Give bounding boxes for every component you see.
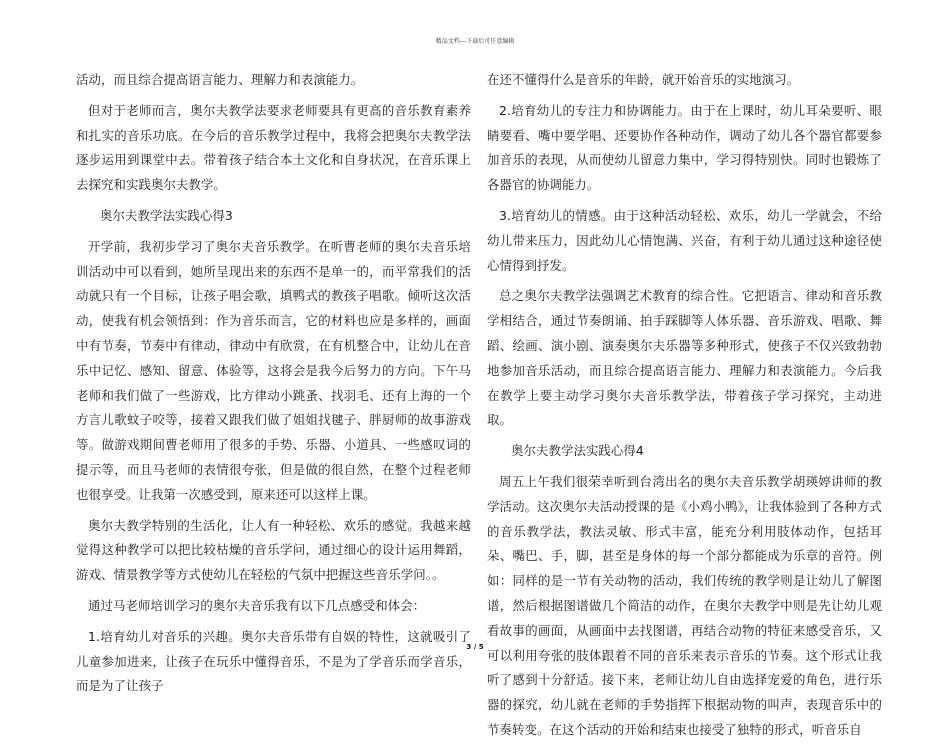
paragraph: 1.培育幼儿对音乐的兴趣。奥尔夫音乐带有自娱的特性，这就吸引了儿童参加进来，让孩子在玩乐中懂得音乐，不是为了学音乐而学音乐，而是为了让孩子 xyxy=(76,628,471,694)
paragraph: 开学前，我初步学习了奥尔夫音乐教学。在听曹老师的奥尔夫音乐培训活动中可以看到，她所呈现出来的东西不是单一的，而平常我们的活动就只有一个目标，让孩子唱会歌，填鸭式的教孩子唱歌。倾听这次活动，使我有机会领悟到：作为音乐而言，它的材料也应是多样的，画面中有节奏，节奏中有律动，律动中有欣赏，在有机整合中，让幼儿在音乐中记忆、感知、留意、体验等，这将会是我今后努力的方向。下午马老师和我们做了一些游戏，比方律动小跳蚤、找羽毛、还有上海的一个方言儿歌蚊子咬等，接着又跟我们做了姐姐找毽子、胖厨师的故事游戏等。做游戏期间曹老师用了很多的手势、乐器、小道具、一些感叹词的提示等，而且马老师的表情很夸张，但是做的很自然，在整个过程老师也很享受。让我第一次感受到，原来还可以这样上课。 xyxy=(76,238,471,502)
section-heading: 奥尔夫教学法实践心得3 xyxy=(100,207,233,223)
left-column xyxy=(76,68,471,705)
page-header: 精品文档---下载后可任意编辑 xyxy=(435,38,515,45)
paragraph: 在还不懂得什么是音乐的年龄，就开始音乐的实地演习。 xyxy=(487,72,800,87)
paragraph: 总之奥尔夫教学法强调艺术教育的综合性。它把语言、律动和音乐教学相结合，通过节奏朗诵、拍手踩脚等人体乐器、音乐游戏、唱歌、舞蹈、绘画、演小剧、演奏奥尔夫乐器等多种形式，使孩子不仅兴致勃勃地参加音乐活动，而且综合提高语言能力、理解力和表演能力。今后我在教学上要主动学习奥尔夫音乐教学法，带着孩子学习探究，主动进取。 xyxy=(487,288,882,428)
paragraph: 周五上午我们很荣幸听到台湾出名的奥尔夫音乐教学胡瑛婷讲师的教学活动。这次奥尔夫活动授课的是《小鸡小鸭》，让我体验到了各种方式的音乐教学法，教法灵敏、形式丰富，能充分利用肢体动作，包括耳朵、嘴巴、手，脚，甚至是身体的每一个部分都能成为乐章的音符。例如：同样的是一节有关动物的活动，我们传统的教学则是让幼儿了解图谱，然后根据图谱做几个简洁的动作，在奥尔夫教学中则是先让幼儿观看故事的画面，从画面中去找图谱，再结合动物的特征来感受音乐，又可以利用夸张的肢体跟着不同的音乐来表示音乐的节奏。这个形式让我听了感到十分舒适。接下来，老师让幼儿自由选择宠爱的角色，进行乐器的探究，幼儿就在老师的手势指挥下根据动物的叫声，表现音乐中的节奏转变。在这个活动的开始和结束也接受了独特的形式，听音乐自 xyxy=(487,473,882,737)
paragraph: 通过马老师培训学习的奥尔夫音乐我有以下几点感受和体会： xyxy=(88,597,426,613)
section-heading: 奥尔夫教学法实践心得4 xyxy=(511,443,644,459)
paragraph: 2.培育幼儿的专注力和协调能力。由于在上课时，幼儿耳朵要听、眼睛要看、嘴中要学唱、还要协作各种动作，调动了幼儿各个器官都要参加音乐的表现，从而使幼儿留意力集中，学习得特别快。同时也锻炼了各器官的协调能力。 xyxy=(487,102,882,193)
paragraph: 活动，而且综合提高语言能力、理解力和表演能力。 xyxy=(76,72,364,87)
paragraph: 3.培育幼儿的情感。由于这种活动轻松、欢乐，幼儿一学就会，不给幼儿带来压力，因此幼儿心情饱满、兴奋，有利于幼儿通过这种途径使心情得到抒发。 xyxy=(487,207,882,273)
paragraph: 奥尔夫教学特别的生活化，让人有一种轻松、欢乐的感觉。我越来越觉得这种教学可以把比较枯燥的音乐学问，通过细心的设计运用舞蹈，游戏、情景教学等方式使幼儿在轻松的气氛中把握这些音乐学问。。 xyxy=(76,517,471,583)
page-number: 3 / 5 xyxy=(466,643,484,651)
paragraph: 但对于老师而言，奥尔夫教学法要求老师要具有更高的音乐教育素养和扎实的音乐功底。在今后的音乐教学过程中，我将会把奥尔夫教学法逐步运用到课堂中去。带着孩子结合本土文化和自身状况，在音乐课上去探究和实践奥尔夫教学。 xyxy=(76,102,471,193)
